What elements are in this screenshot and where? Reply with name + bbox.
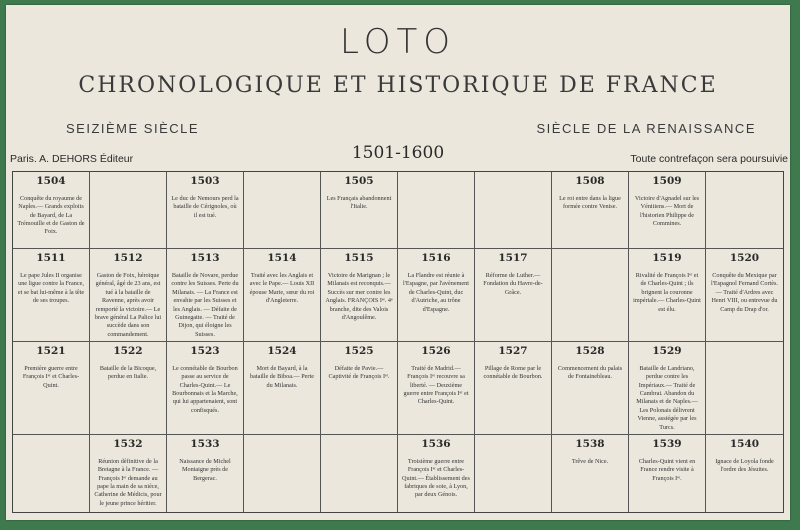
grid-cell-1514 <box>244 249 321 342</box>
cell-event-text: Mort de Bayard, à la bataille de Biboa.— Perte du Milanais. <box>250 365 314 389</box>
cell-year: 1508 <box>575 175 605 187</box>
cell-event-text: Traité de Madrid.— François Iᵉʳ recouvre sa liberté. — Deuxième guerre entre François Iᵉʳ et Charles-Quint. <box>403 365 469 406</box>
grid-cell-1512 <box>90 249 167 342</box>
cell-year: 1514 <box>267 252 297 265</box>
grid-cell-1519 <box>629 249 706 342</box>
cell-event-text: Naissance de Michel Montaigne près de Bergerac. <box>179 457 231 482</box>
grid-cell-blank <box>706 172 783 249</box>
grid-cell-1538 <box>552 435 629 512</box>
grid-cell-1503 <box>167 172 244 249</box>
cell-year: 1522 <box>113 345 143 357</box>
cell-year: 1528 <box>575 345 605 357</box>
cell-year: 1526 <box>421 345 451 357</box>
cell-year: 1505 <box>344 175 374 187</box>
grid-cell-1520 <box>706 249 783 342</box>
cell-year: 1515 <box>344 252 374 265</box>
grid-cell-blank <box>244 435 321 512</box>
grid-cell-1527 <box>475 342 552 435</box>
cell-year: 1536 <box>421 437 451 450</box>
grid-cell-1517 <box>475 249 552 342</box>
grid-cell-1536 <box>398 435 475 512</box>
cell-year: 1529 <box>652 345 682 357</box>
grid-cell-1526 <box>398 342 475 435</box>
cell-year: 1525 <box>344 345 374 357</box>
cell-event-text: Le pape Jules II organise une ligue contre la France, et se bat lui-même à la tête de ses troupes. <box>17 272 85 305</box>
cell-event-text: Le roi entre dans la ligue formée contre Venise. <box>559 195 621 211</box>
years-range: 1501-1600 <box>351 143 445 163</box>
cell-year: 1516 <box>421 252 451 265</box>
cell-year: 1520 <box>729 252 760 265</box>
cell-event-text: La Flandre est réunie à l'Espagne, par l'avènement de Charles-Quint, duc d'Autriche, au trône d'Espagne. <box>403 272 469 313</box>
grid-cell-1505 <box>321 172 398 249</box>
cell-year: 1517 <box>498 252 528 265</box>
cell-event-text: Pillage de Rome par le connétable de Bourbon. <box>483 365 543 381</box>
cell-event-text: Trêve de Nice. <box>571 457 609 465</box>
grid-cell-1516 <box>398 249 475 342</box>
publisher-label: Paris. A. DEHORS Éditeur <box>10 153 134 165</box>
cell-year: 1539 <box>652 437 682 450</box>
cell-year: 1512 <box>113 252 143 265</box>
cell-event-text: Conquête du royaume de Naples.— Grands exploits de Bayard, de La Trémouille et de Gaston de Foix. <box>17 195 85 236</box>
cell-year: 1509 <box>652 175 682 187</box>
grid-cell-1511 <box>13 249 90 342</box>
grid-cell-blank <box>552 249 629 342</box>
card-title: LOTO <box>339 22 457 62</box>
grid-cell-blank <box>90 172 167 249</box>
grid-cell-1539 <box>629 435 706 512</box>
grid-cell-blank <box>13 435 90 512</box>
cell-event-text: Bataille de Novare, perdue contre les Suisses. Perte du Milanais. — La France est envahie par les Suisses et les Anglais. — Défaite de Guinegatte. — Traité de Dijon, qui éloigne les Suisses. <box>171 272 239 338</box>
cell-event-text: Ignace de Loyola fonde l'ordre des Jésuites. <box>715 457 774 474</box>
cell-event-text: Rivalité de François Iᵉʳ et de Charles-Quint ; ils brignent la couronne impériale.— Charles-Quint est élu. <box>633 272 701 313</box>
grid-cell-1522 <box>90 342 167 435</box>
grid-cell-1509 <box>629 172 706 249</box>
grid-cell-1532 <box>90 435 167 512</box>
grid-cell-1540 <box>706 435 783 512</box>
era-label: SIÈCLE DE LA RENAISSANCE <box>536 121 756 136</box>
grid-cell-1533 <box>167 435 244 512</box>
cell-event-text: Bataille de la Bicoque, perdue en Italie. <box>99 365 157 381</box>
grid-cell-blank <box>475 172 552 249</box>
cell-event-text: Victoire de Marignan ; le Milanais est reconquis.— Succès sur mer contre les Anglais. FRANÇOIS Iᵉʳ. 4ᵉ branche, dite des Valois d'Angoulême. <box>325 272 393 321</box>
grid-cell-1513 <box>167 249 244 342</box>
grid-cell-blank <box>706 342 783 435</box>
cell-year: 1521 <box>36 345 66 357</box>
grid-cell-blank <box>398 172 475 249</box>
cell-year: 1523 <box>190 345 220 357</box>
card-subtitle: CHRONOLOGIQUE ET HISTORIQUE DE FRANCE <box>78 73 718 98</box>
cell-event-text: Commencement du palais de Fontainebleau. <box>557 365 623 381</box>
cell-event-text: Traité avec les Anglais et avec le Pape.— Louis XII épouse Marie, sœur du roi d'Angleterre. <box>249 272 315 305</box>
grid-cell-blank <box>244 172 321 249</box>
cell-year: 1519 <box>652 252 682 265</box>
cell-event-text: Réunion définitive de la Bretagne à la France. — François Iᵉʳ demande au pape la main de sa nièce, Catherine de Médicis, pour le jeune prince héritier. <box>94 457 162 507</box>
cell-event-text: Gaston de Foix, héroïque général, âgé de 23 ans, est tué à la bataille de Ravenne, après avoir remporté la victoire.— Le brave général La Palice lui succède dans son commandement. <box>94 272 162 338</box>
cell-year: 1524 <box>267 345 297 357</box>
grid-cell-1524 <box>244 342 321 435</box>
cell-year: 1540 <box>729 437 760 450</box>
cell-event-text: Première guerre entre François Iᵉʳ et Charles-Quint. <box>22 365 80 389</box>
cell-event-text: Réforme de Luther.— Fondation du Havre-de-Grâce. <box>483 272 543 296</box>
grid-cell-blank <box>475 435 552 512</box>
grid-cell-1525 <box>321 342 398 435</box>
cell-year: 1532 <box>113 437 143 450</box>
copyright-notice: Toute contrefaçon sera poursuivie <box>630 153 788 165</box>
cell-year: 1513 <box>190 252 220 265</box>
cell-event-text: Les Français abandonnent l'Italie. <box>326 195 392 211</box>
cell-year: 1511 <box>36 252 66 265</box>
cell-event-text: Bataille de Landriano, perdue contre les Impériaux.— Traité de Cambrai. Abandon du Milanais et de Naples.— Les Polonais délivrent Vienne, assiégée par les Turcs. <box>636 365 698 431</box>
loto-card <box>6 5 790 520</box>
cell-year: 1533 <box>190 437 220 450</box>
grid-cell-blank <box>321 435 398 512</box>
loto-grid <box>12 171 784 513</box>
cell-year: 1504 <box>36 175 66 187</box>
century-label: SEIZIÈME SIÈCLE <box>66 121 200 136</box>
cell-event-text: Le connétable de Bourbon passe au service de Charles-Quint.— Le Bourbonnais et la Marche, qui lui appartenaient, sont confisqués. <box>172 365 238 414</box>
grid-cell-1523 <box>167 342 244 435</box>
grid-cell-1528 <box>552 342 629 435</box>
cell-event-text: Troisième guerre entre François Iᵉʳ et Charles-Quint.— Établissement des fabriques de soie, à Lyon, par deux Génois. <box>402 457 470 499</box>
cell-event-text: Défaite de Pavie.— Captivité de François Iᵉʳ. <box>328 365 390 381</box>
grid-cell-1504 <box>13 172 90 249</box>
grid-cell-1515 <box>321 249 398 342</box>
cell-year: 1538 <box>575 437 605 450</box>
grid-cell-1508 <box>552 172 629 249</box>
grid-cell-1521 <box>13 342 90 435</box>
grid-cell-1529 <box>629 342 706 435</box>
cell-year: 1503 <box>190 175 220 187</box>
cell-event-text: Le duc de Nemours perd la bataille de Cérignoles, où il est tué. <box>171 195 239 219</box>
cell-event-text: Conquête du Mexique par l'Espagnol Fernand Cortès.— Traité d'Ardres avec Henri VIII, ou entrevue du Camp du Drap d'or. <box>711 272 778 313</box>
cell-year: 1527 <box>498 345 528 357</box>
cell-event-text: Victoire d'Agnadel sur les Vénitiens.— Mort de l'historien Philippe de Commines. <box>634 195 700 228</box>
cell-event-text: Charles-Quint vient en France rendre visite à François Iᵉʳ. <box>638 457 696 482</box>
